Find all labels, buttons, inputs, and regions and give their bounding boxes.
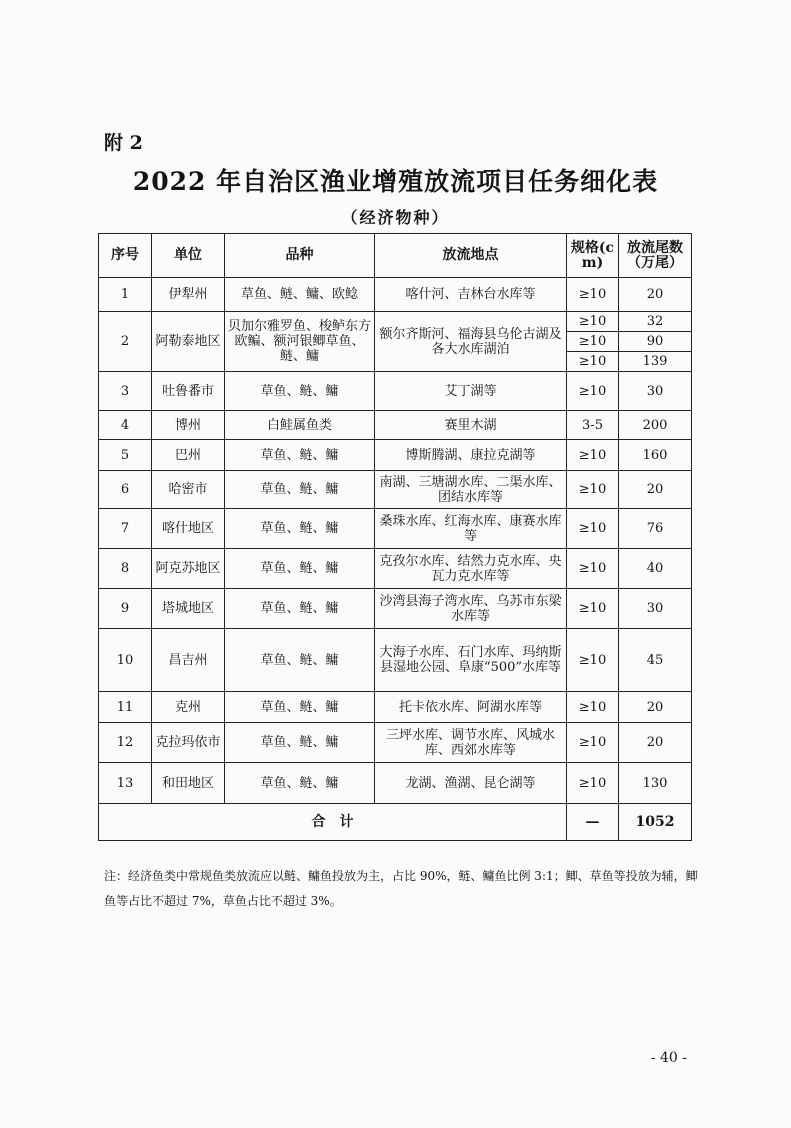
cell-unit: 昌吉州 — [152, 629, 225, 692]
cell-spec: ≥10 — [567, 352, 619, 372]
cell-unit: 阿克苏地区 — [152, 549, 225, 589]
table-header-row — [99, 234, 692, 278]
table-row — [99, 629, 692, 692]
cell-count: 45 — [619, 629, 692, 692]
table-row — [99, 278, 692, 312]
total-count: 1052 — [619, 804, 692, 841]
table-row — [99, 411, 692, 440]
cell-place: 沙湾县海子湾水库、乌苏市东梁水库等 — [375, 589, 567, 629]
header-place: 放流地点 — [375, 234, 567, 278]
cell-spec: ≥10 — [567, 763, 619, 804]
total-spec: — — [567, 804, 619, 841]
cell-place: 龙湖、渔湖、昆仑湖等 — [375, 763, 567, 804]
header-count: 放流尾数（万尾） — [619, 234, 692, 278]
cell-spec: ≥10 — [567, 629, 619, 692]
cell-species: 贝加尔雅罗鱼、梭鲈东方欧鳊、额河银鲫草鱼、鲢、鳙 — [225, 312, 375, 372]
cell-no: 11 — [99, 692, 152, 723]
table-row — [99, 372, 692, 411]
table-row — [99, 471, 692, 509]
cell-place: 南湖、三塘湖水库、二渠水库、团结水库等 — [375, 471, 567, 509]
cell-spec: ≥10 — [567, 278, 619, 312]
cell-no: 7 — [99, 509, 152, 549]
cell-no: 13 — [99, 763, 152, 804]
table-row — [99, 440, 692, 471]
cell-spec: ≥10 — [567, 549, 619, 589]
cell-spec: ≥10 — [567, 692, 619, 723]
cell-species: 草鱼、鲢、鳙 — [225, 763, 375, 804]
cell-place: 喀什河、吉林台水库等 — [375, 278, 567, 312]
cell-species: 草鱼、鲢、鳙 — [225, 509, 375, 549]
cell-spec: ≥10 — [567, 589, 619, 629]
cell-species: 草鱼、鲢、鳙 — [225, 471, 375, 509]
header-species: 品种 — [225, 234, 375, 278]
cell-count: 30 — [619, 372, 692, 411]
cell-species: 白鲑属鱼类 — [225, 411, 375, 440]
cell-place: 大海子水库、石门水库、玛纳斯县湿地公园、阜康“500”水库等 — [375, 629, 567, 692]
cell-unit: 克州 — [152, 692, 225, 723]
cell-count: 139 — [619, 352, 692, 372]
cell-unit: 吐鲁番市 — [152, 372, 225, 411]
cell-spec: ≥10 — [567, 440, 619, 471]
cell-spec: ≥10 — [567, 372, 619, 411]
cell-count: 76 — [619, 509, 692, 549]
cell-count: 20 — [619, 692, 692, 723]
cell-unit: 和田地区 — [152, 763, 225, 804]
header-unit: 单位 — [152, 234, 225, 278]
cell-place: 博斯腾湖、康拉克湖等 — [375, 440, 567, 471]
cell-species: 草鱼、鲢、鳙 — [225, 723, 375, 763]
cell-count: 40 — [619, 549, 692, 589]
cell-count: 20 — [619, 723, 692, 763]
cell-place: 桑珠水库、红海水库、康赛水库等 — [375, 509, 567, 549]
cell-no: 1 — [99, 278, 152, 312]
cell-count: 160 — [619, 440, 692, 471]
cell-count: 90 — [619, 332, 692, 352]
cell-no: 2 — [99, 312, 152, 372]
total-row — [99, 804, 692, 841]
cell-species: 草鱼、鲢、鳙 — [225, 372, 375, 411]
header-no: 序号 — [99, 234, 152, 278]
cell-species: 草鱼、鲢、鳙、欧鲶 — [225, 278, 375, 312]
cell-spec: 3-5 — [567, 411, 619, 440]
cell-unit: 喀什地区 — [152, 509, 225, 549]
cell-unit: 博州 — [152, 411, 225, 440]
cell-unit: 哈密市 — [152, 471, 225, 509]
cell-place: 赛里木湖 — [375, 411, 567, 440]
table-row — [99, 312, 692, 332]
cell-spec: ≥10 — [567, 471, 619, 509]
table-row — [99, 723, 692, 763]
cell-no: 12 — [99, 723, 152, 763]
cell-place: 额尔齐斯河、福海县乌伦古湖及各大水库湖泊 — [375, 312, 567, 372]
cell-no: 5 — [99, 440, 152, 471]
footnote: 注：经济鱼类中常规鱼类放流应以鲢、鳙鱼投放为主，占比 90%，鲢、鳙鱼比例 3:1；鲫、草鱼等投放为辅，鲫鱼等占比不超过 7%，草鱼占比不超过 3%。 — [104, 869, 698, 908]
cell-count: 30 — [619, 589, 692, 629]
cell-unit: 伊犁州 — [152, 278, 225, 312]
page-title: 2022 年自治区渔业增殖放流项目任务细化表 — [132, 167, 659, 196]
cell-species: 草鱼、鲢、鳙 — [225, 440, 375, 471]
cell-no: 10 — [99, 629, 152, 692]
cell-no: 6 — [99, 471, 152, 509]
cell-spec: ≥10 — [567, 332, 619, 352]
cell-count: 20 — [619, 471, 692, 509]
cell-species: 草鱼、鲢、鳙 — [225, 589, 375, 629]
cell-place: 克孜尔水库、结然力克水库、央瓦力克水库等 — [375, 549, 567, 589]
attachment-label: 附 2 — [104, 132, 143, 154]
cell-count: 200 — [619, 411, 692, 440]
cell-unit: 克拉玛依市 — [152, 723, 225, 763]
cell-no: 3 — [99, 372, 152, 411]
table-body — [99, 278, 692, 804]
table-row — [99, 589, 692, 629]
table-row — [99, 692, 692, 723]
cell-place: 托卡依水库、阿湖水库等 — [375, 692, 567, 723]
cell-species: 草鱼、鲢、鳙 — [225, 629, 375, 692]
cell-no: 9 — [99, 589, 152, 629]
table-row — [99, 509, 692, 549]
cell-unit: 阿勒泰地区 — [152, 312, 225, 372]
page-subtitle: （经济物种） — [341, 208, 450, 227]
cell-spec: ≥10 — [567, 312, 619, 332]
cell-species: 草鱼、鲢、鳙 — [225, 692, 375, 723]
task-table — [98, 233, 692, 841]
page-number: - 40 - — [650, 1050, 687, 1066]
cell-count: 130 — [619, 763, 692, 804]
cell-place: 艾丁湖等 — [375, 372, 567, 411]
table-row — [99, 549, 692, 589]
cell-spec: ≥10 — [567, 723, 619, 763]
header-spec: 规格(cm) — [567, 234, 619, 278]
cell-count: 20 — [619, 278, 692, 312]
total-label: 合 计 — [99, 804, 567, 841]
table-row — [99, 763, 692, 804]
cell-species: 草鱼、鲢、鳙 — [225, 549, 375, 589]
cell-count: 32 — [619, 312, 692, 332]
cell-unit: 巴州 — [152, 440, 225, 471]
cell-spec: ≥10 — [567, 509, 619, 549]
cell-unit: 塔城地区 — [152, 589, 225, 629]
cell-no: 8 — [99, 549, 152, 589]
cell-no: 4 — [99, 411, 152, 440]
cell-place: 三坪水库、调节水库、风城水库、西郊水库等 — [375, 723, 567, 763]
